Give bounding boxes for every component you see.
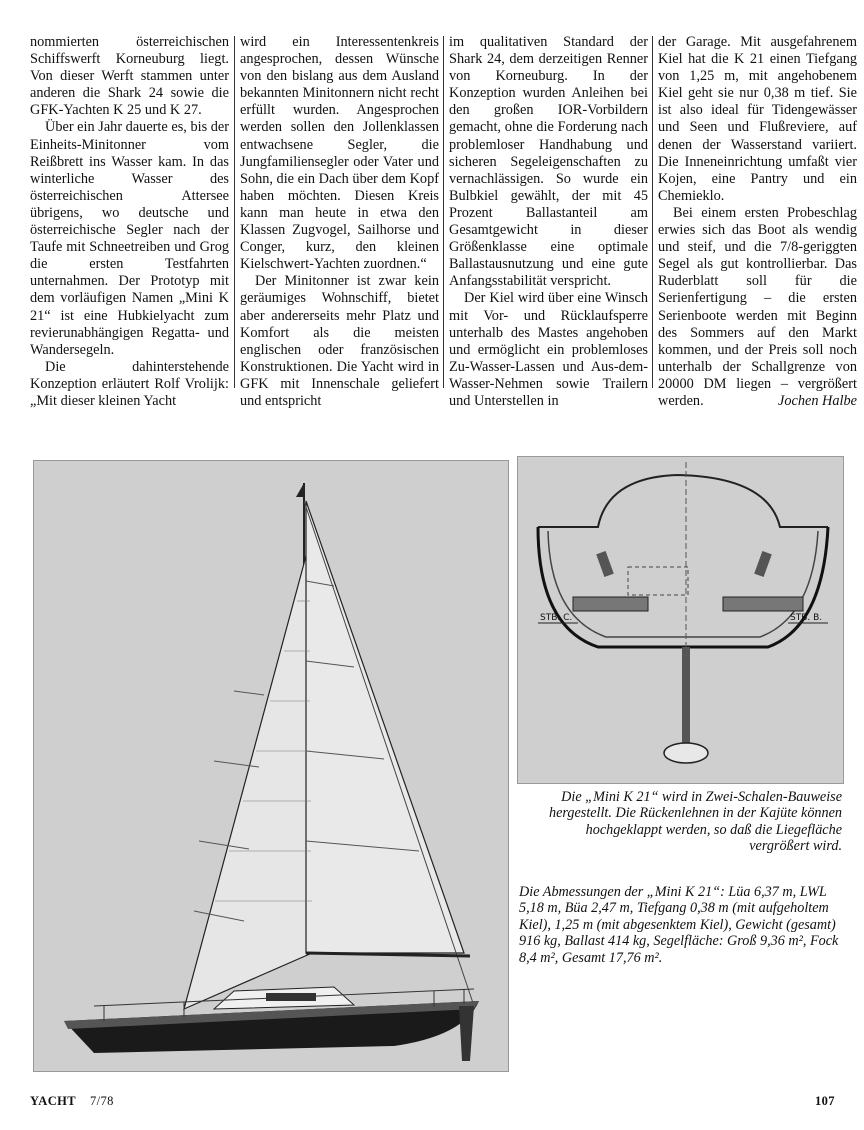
column-rule	[443, 36, 444, 388]
paragraph: Die dahinterstehende Konzeption erläutert Rolf Vrolijk: „Mit dieser kleinen Yacht	[30, 358, 229, 409]
page-number: 107	[815, 1094, 835, 1108]
issue-number: 7/78	[90, 1094, 114, 1108]
column-rule	[652, 36, 653, 388]
sailplan-svg	[34, 461, 508, 1071]
article-column-3	[449, 34, 648, 410]
dimensions-caption: Die Abmessungen der „Mini K 21“: Lüa 6,37 m, LWL 5,18 m, Büa 2,47 m, Tiefgang 0,38 m (mit aufgeholtem Kiel), 1,25 m (mit abgesenktem Kiel), Gewicht (gesamt) 916 kg, Ballast 414 kg, Segelfläche: Groß 9,36 m², Fock 8,4 m², Gesamt 17,76 m².	[519, 884, 839, 966]
paragraph	[658, 205, 857, 410]
paragraph: nommierten österreichischen Schiffswerft Korneuburg liegt. Von dieser Werft stammen unter anderen die Shark 24 sowie die GFK-Yachten K 25 und K 27.	[30, 34, 229, 119]
paragraph: im qualitativen Standard der Shark 24, dem derzeitigen Renner von Korneuburg. In der Konzeption wurden Anleihen bei den großen IOR-Vorbildern gemacht, ohne die Forderung nach problemloser Handhabung und sicheren Segeleigenschaften zu vernachlässigen. So wurde ein Bulbkiel gewählt, der mit 45 Prozent Ballastanteil am Gesamtgewicht in dieser Größenklasse eine optimale Ballastausnutzung und eine gute Anfangsstabilität verspricht.	[449, 34, 648, 290]
article-column-2	[240, 34, 439, 410]
column-rule	[234, 36, 235, 388]
hull-section-svg	[518, 457, 843, 783]
paragraph: wird ein Interessentenkreis angesprochen, dessen Wünsche von den bislang aus dem Ausland bekannten Minitonnern nicht recht erfüllt wurden. Angesprochen werden sollen den Jollenklassen entwachsene Segler, die Jungfamiliensegler oder Vater und Sohn, die ein Dach über dem Kopf haben möchten. Diesen Kreis kann man heute in etwa den Klassen Zugvogel, Sailhorse und Conger, kurz, den kleinen Kielschwert-Yachten zuordnen.“	[240, 34, 439, 273]
paragraph: der Garage. Mit ausgefahrenem Kiel hat die K 21 einen Tiefgang von 1,25 m, mit angehobenem Kiel geht sie nur 0,38 m tief. Sie ist also ideal für Tidengewässer und Seen und Flußreviere, auf denen der Wasserstand variiert. Die Inneneinrichtung umfaßt vier Kojen, eine Pantry und ein Chemieklo.	[658, 34, 857, 204]
article-column-4	[658, 34, 857, 410]
paragraph: Der Kiel wird über eine Winsch mit Vor- und Rücklaufsperre unterhalb des Mastes angehoben und ermöglicht ein problemloses Zu-Wasser-Lassen und Aus-dem-Wasser-Nehmen sowie Trailern und Unterstellen in	[449, 290, 648, 409]
paragraph: Der Minitonner ist zwar kein geräumiges Wohnschiff, bietet aber andererseits mehr Platz und Komfort als die meisten englischen oder französischen Konstruktionen. Die Yacht wird in GFK mit Innenschale geliefert und entspricht	[240, 273, 439, 409]
article-column-1	[30, 34, 229, 410]
footer-magazine	[30, 1094, 114, 1109]
magazine-name: YACHT	[30, 1094, 76, 1108]
drawing-label-stb-b: STB. B.	[790, 613, 823, 623]
section-caption: Die „Mini K 21“ wird in Zwei-Schalen-Bauweise hergestellt. Die Rückenlehnen in der Kajüte können hochgeklappt werden, so daß die Liegefläche vergrößert wird.	[549, 789, 842, 855]
paragraph-text: Bei einem ersten Probeschlag erwies sich das Boot als wendig und steif, und die 7/8-geriggten Segel als gut kontrollierbar. Das Ruderblatt soll für die Serienfertigung – die ersten Serienboote werden mit Beginn des Sommers auf den Markt kommen, und der Preis soll noch unterhalb der Schallgrenze von 20000 DM liegen – vergrößert werden.	[658, 204, 857, 409]
hull-section-drawing	[517, 456, 844, 784]
author-signature: Jochen Halbe	[778, 392, 857, 409]
paragraph: Über ein Jahr dauerte es, bis der Einheits-Minitonner vom Reißbrett ins Wasser kam. In das winterliche Wasser des österreichischen Attersee übrigens, wo deutsche und österreichische Segler nach der Taufe mit Schneetreiben und Grog die ersten Testfahrten unternahmen. Der Prototyp mit dem vorläufigen Namen „Mini K 21“ ist eine Hubkielyacht zum revierunabhängigen Regatta- und Wandersegeln.	[30, 119, 229, 358]
sailplan-drawing	[33, 460, 509, 1072]
drawing-label-stb-c: STB. C.	[540, 613, 573, 623]
